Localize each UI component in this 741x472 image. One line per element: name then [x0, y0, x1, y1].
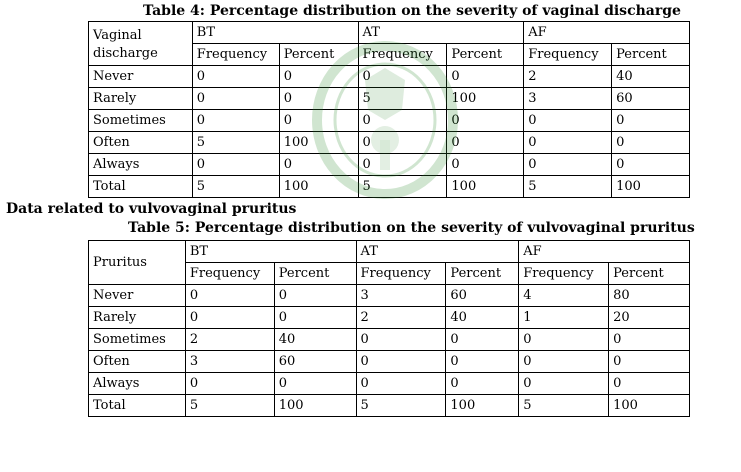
- table-cell: 40: [612, 66, 690, 88]
- table-cell: 5: [358, 176, 447, 198]
- section-heading: Data related to vulvovaginal pruritus: [6, 201, 297, 217]
- table-row: [89, 373, 690, 395]
- table5-subheader: Percent: [274, 263, 356, 285]
- table-cell: 0: [446, 329, 519, 351]
- table5-group-bt: BT: [185, 241, 356, 263]
- table4-subheader: Frequency: [192, 44, 279, 66]
- row-label: Always: [89, 154, 193, 176]
- table-cell: 0: [446, 373, 519, 395]
- table-cell: 0: [279, 154, 358, 176]
- table-cell: 5: [524, 176, 612, 198]
- table4-subheader: Percent: [279, 44, 358, 66]
- table-cell: 4: [519, 285, 609, 307]
- table-cell: 0: [609, 351, 690, 373]
- table-row: [89, 132, 690, 154]
- table-cell: 0: [519, 373, 609, 395]
- row-label: Often: [89, 351, 186, 373]
- table-cell: 0: [356, 373, 446, 395]
- table-row: [89, 176, 690, 198]
- table4-subheader: Frequency: [358, 44, 447, 66]
- table-cell: 60: [612, 88, 690, 110]
- table-row: [89, 110, 690, 132]
- table-cell: 0: [185, 307, 274, 329]
- table4-group-af: AF: [524, 22, 690, 44]
- row-label: Never: [89, 66, 193, 88]
- table-cell: 100: [609, 395, 690, 417]
- table-cell: 0: [185, 285, 274, 307]
- table5-subheader: Frequency: [356, 263, 446, 285]
- table-cell: 1: [519, 307, 609, 329]
- table-cell: 0: [519, 351, 609, 373]
- table4-subheader: Percent: [447, 44, 524, 66]
- row-label: Sometimes: [89, 329, 186, 351]
- table-cell: 3: [356, 285, 446, 307]
- table-cell: 0: [358, 66, 447, 88]
- table-cell: 0: [358, 110, 447, 132]
- row-label: Often: [89, 132, 193, 154]
- table-cell: 0: [192, 66, 279, 88]
- table4-subheader: Frequency: [524, 44, 612, 66]
- table5: [88, 240, 690, 417]
- table-cell: 60: [446, 285, 519, 307]
- table-row: [89, 88, 690, 110]
- table-cell: 0: [447, 110, 524, 132]
- table-cell: 100: [612, 176, 690, 198]
- table-cell: 0: [447, 132, 524, 154]
- table-row: [89, 395, 690, 417]
- table-cell: 100: [279, 132, 358, 154]
- table-cell: 2: [524, 66, 612, 88]
- table-cell: 0: [519, 329, 609, 351]
- table-row: [89, 329, 690, 351]
- table5-caption: Table 5: Percentage distribution on the severity of vulvovaginal pruritus: [128, 220, 695, 236]
- table-cell: 2: [356, 307, 446, 329]
- table-cell: 0: [192, 110, 279, 132]
- table-cell: 5: [192, 176, 279, 198]
- table-cell: 0: [447, 66, 524, 88]
- table-row: [89, 154, 690, 176]
- table-row: [89, 66, 690, 88]
- table4-caption: Table 4: Percentage distribution on the severity of vaginal discharge: [143, 3, 681, 19]
- row-label: Rarely: [89, 88, 193, 110]
- table-row: [89, 351, 690, 373]
- table-cell: 0: [612, 110, 690, 132]
- table5-body: [89, 285, 690, 417]
- table-cell: 20: [609, 307, 690, 329]
- table-cell: 0: [274, 373, 356, 395]
- table4-row-header-line2: discharge: [93, 45, 158, 61]
- table-cell: 0: [609, 329, 690, 351]
- table-cell: 5: [356, 395, 446, 417]
- row-label: Total: [89, 176, 193, 198]
- table-cell: 100: [279, 176, 358, 198]
- table-cell: 0: [447, 154, 524, 176]
- table-cell: 100: [446, 395, 519, 417]
- table-cell: 0: [192, 154, 279, 176]
- table-cell: 80: [609, 285, 690, 307]
- table4-body: [89, 66, 690, 198]
- table-cell: 0: [524, 110, 612, 132]
- table5-subheader: Frequency: [185, 263, 274, 285]
- table5-group-af: AF: [519, 241, 690, 263]
- table-cell: 100: [447, 88, 524, 110]
- table-cell: 3: [524, 88, 612, 110]
- table-cell: 0: [274, 285, 356, 307]
- table-cell: 5: [358, 88, 447, 110]
- table5-group-at: AT: [356, 241, 519, 263]
- row-label: Always: [89, 373, 186, 395]
- row-label: Rarely: [89, 307, 186, 329]
- table4-group-bt: BT: [192, 22, 358, 44]
- table5-row-header: Pruritus: [89, 241, 186, 285]
- table-cell: 0: [274, 307, 356, 329]
- row-label: Sometimes: [89, 110, 193, 132]
- row-label: Never: [89, 285, 186, 307]
- table-row: [89, 307, 690, 329]
- table5-subheader: Frequency: [519, 263, 609, 285]
- table-cell: 2: [185, 329, 274, 351]
- table4-row-header: [89, 22, 193, 66]
- table-cell: 100: [447, 176, 524, 198]
- table-cell: 5: [192, 132, 279, 154]
- table5-subheader: Percent: [446, 263, 519, 285]
- table-cell: 0: [612, 154, 690, 176]
- table-cell: 0: [524, 154, 612, 176]
- table-row: [89, 285, 690, 307]
- table-cell: 0: [279, 88, 358, 110]
- table-cell: 40: [274, 329, 356, 351]
- table-cell: 40: [446, 307, 519, 329]
- table-cell: 0: [612, 132, 690, 154]
- table-cell: 0: [356, 329, 446, 351]
- table4-group-at: AT: [358, 22, 524, 44]
- table5-subheader: Percent: [609, 263, 690, 285]
- table-cell: 3: [185, 351, 274, 373]
- table-cell: 0: [358, 132, 447, 154]
- table-cell: 0: [524, 132, 612, 154]
- table-cell: 60: [274, 351, 356, 373]
- row-label: Total: [89, 395, 186, 417]
- table-cell: 0: [609, 373, 690, 395]
- table-cell: 100: [274, 395, 356, 417]
- table4-row-header-line1: Vaginal: [93, 27, 142, 43]
- table-cell: 0: [358, 154, 447, 176]
- table-cell: 0: [279, 110, 358, 132]
- table-cell: 5: [519, 395, 609, 417]
- table-cell: 0: [192, 88, 279, 110]
- table-cell: 0: [446, 351, 519, 373]
- table-cell: 0: [279, 66, 358, 88]
- table4-subheader: Percent: [612, 44, 690, 66]
- table-cell: 0: [356, 351, 446, 373]
- table4: [88, 21, 690, 198]
- table-cell: 0: [185, 373, 274, 395]
- table-cell: 5: [185, 395, 274, 417]
